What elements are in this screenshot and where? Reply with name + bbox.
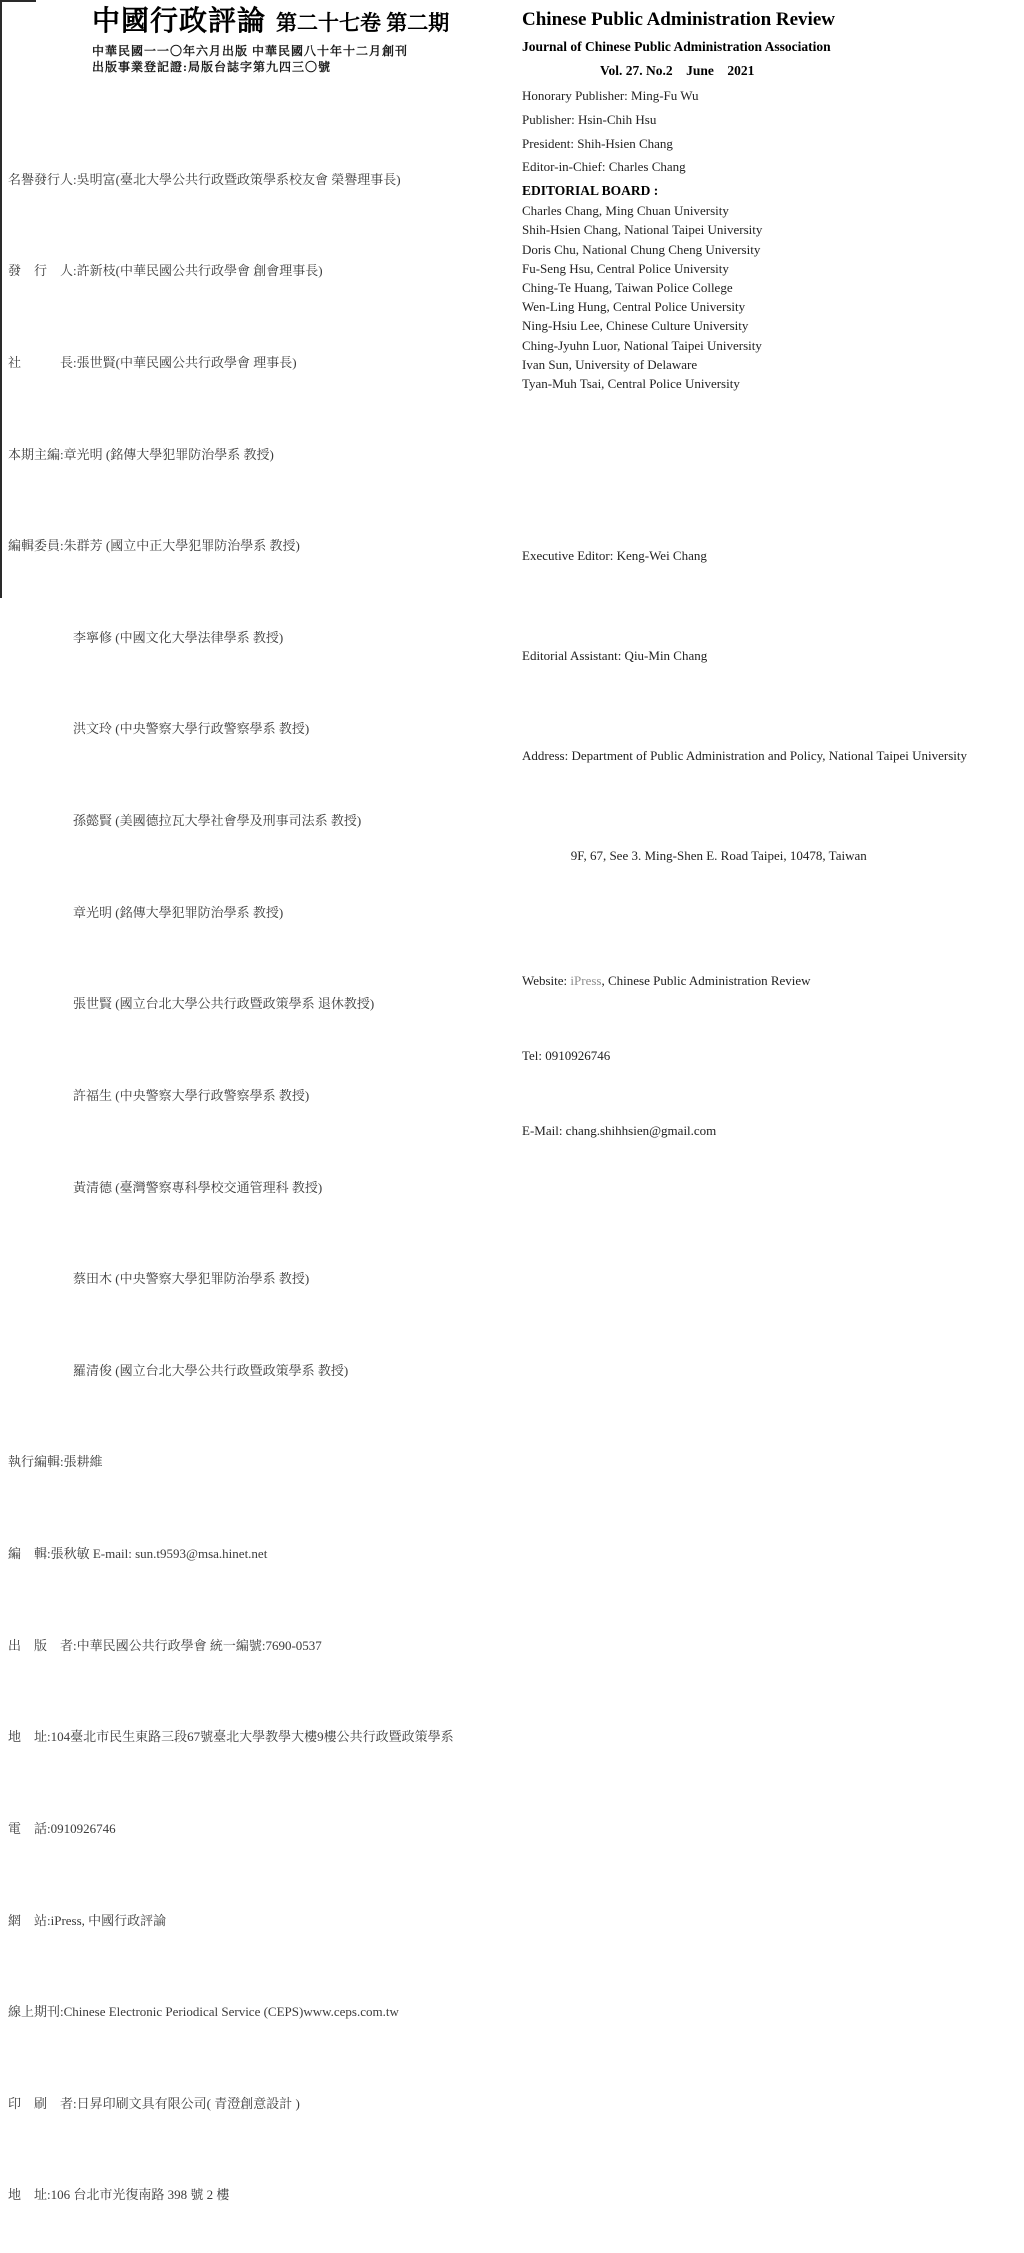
chinese-column xyxy=(8,4,510,2253)
board-member-line: Doris Chu, National Chung Cheng University xyxy=(522,241,761,257)
board-member-line: Wen-Ling Hung, Central Police University xyxy=(522,299,746,315)
website-ipress: iPress xyxy=(570,973,602,989)
website-label: Website: xyxy=(522,973,571,989)
journal-title-main: 中國行政評論 xyxy=(92,6,267,37)
masthead-line: 出 版 者:中華民國公共行政學會 統一編號:7690-0537 xyxy=(8,1637,322,1653)
journal-title-chinese xyxy=(92,4,510,44)
masthead-lines-chinese xyxy=(8,77,510,2253)
board-member-line: Tyan-Muh Tsai, Central Police University xyxy=(522,376,740,392)
staff-line: Publisher: Hsin-Chih Hsu xyxy=(522,111,657,127)
editorial-board-list xyxy=(522,201,1022,393)
masthead-line: 李寧修 (中國文化大學法律學系 教授) xyxy=(8,629,284,645)
masthead-line: 編 輯:張秋敏 E-mail: sun.t9593@msa.hinet.net xyxy=(8,1546,268,1561)
masthead-line: 羅清俊 (國立台北大學公共行政暨政策學系 教授) xyxy=(8,1362,349,1378)
journal-volume-issue-chinese: 第二十七卷 第二期 xyxy=(276,11,450,35)
masthead-line: 蔡田木 (中央警察大學犯罪防治學系 教授) xyxy=(8,1271,310,1287)
website-line xyxy=(522,968,1022,993)
publication-date-line: 中華民國一一〇年六月出版 中華民國八十年十二月創刊 xyxy=(92,44,409,58)
masthead-line: 本期主編:章光明 (銘傳大學犯罪防治學系 教授) xyxy=(8,446,274,462)
staff-list xyxy=(522,84,1022,179)
masthead-line: 名譽發行人:吳明富(臺北大學公共行政暨政策學系校友會 榮譽理事長) xyxy=(8,171,401,187)
board-member-line: Ning-Hsiu Lee, Chinese Culture University xyxy=(522,318,749,334)
footer-lines xyxy=(522,443,1022,918)
staff-line: President: Shih-Hsien Chang xyxy=(522,135,673,151)
board-member-line: Ching-Te Huang, Taiwan Police College xyxy=(522,280,733,295)
tel-line: Tel: 0910926746 xyxy=(522,1048,611,1064)
masthead-line: 網 站:iPress, 中國行政評論 xyxy=(8,1912,167,1928)
english-column xyxy=(522,8,1022,1193)
masthead-line: 章光明 (銘傳大學犯罪防治學系 教授) xyxy=(8,904,284,920)
journal-subtitle-english: Journal of Chinese Public Administration Association xyxy=(522,39,831,54)
masthead-line: 電 話:0910926746 xyxy=(8,1820,116,1836)
footer-line: Executive Editor: Keng-Wei Chang xyxy=(522,548,707,564)
masthead-line: 地 址:106 台北市光復南路 398 號 2 樓 xyxy=(8,2187,230,2203)
footer-line: Editorial Assistant: Qiu-Min Chang xyxy=(522,648,708,664)
page-left-border xyxy=(0,0,2,598)
masthead-line: 社 長:張世賢(中華民國公共行政學會 理事長) xyxy=(8,354,297,370)
footer-line: 9F, 67, See 3. Ming-Shen E. Road Taipei, 10478, Taiwan xyxy=(522,848,867,864)
board-member-line: Charles Chang, Ming Chuan University xyxy=(522,203,729,219)
board-member-line: Shih-Hsien Chang, National Taipei University xyxy=(522,222,763,238)
footer-line: Address: Department of Public Administration and Policy, National Taipei University xyxy=(522,748,967,764)
masthead-line: 編輯委員:朱群芳 (國立中正大學犯罪防治學系 教授) xyxy=(8,538,300,554)
staff-line: Honorary Publisher: Ming-Fu Wu xyxy=(522,88,699,103)
masthead-line: 執行編輯:張耕維 xyxy=(8,1454,103,1470)
masthead-line: 線上期刊:Chinese Electronic Periodical Service (CEPS)www.ceps.com.tw xyxy=(8,2004,399,2020)
masthead-line: 印 刷 者:日昇印刷文具有限公司( 青澄創意設計 ) xyxy=(8,2095,300,2111)
email-line: E-Mail: chang.shihhsien@gmail.com xyxy=(522,1123,717,1139)
page-top-corner-mark xyxy=(0,0,36,2)
masthead-line: 孫懿賢 (美國德拉瓦大學社會學及刑事司法系 教授) xyxy=(8,813,362,828)
masthead-line: 地 址:104臺北市民生東路三段67號臺北大學教學大樓9樓公共行政暨政策學系 xyxy=(8,1729,454,1745)
masthead-line: 黃清德 (臺灣警察專科學校交通管理科 教授) xyxy=(8,1179,323,1195)
board-member-line: Ivan Sun, University of Delaware xyxy=(522,356,698,372)
masthead-line: 洪文玲 (中央警察大學行政警察學系 教授) xyxy=(8,721,310,737)
staff-line: Editor-in-Chief: Charles Chang xyxy=(522,159,686,175)
masthead-line: 發 行 人:許新枝(中華民國公共行政學會 創會理事長) xyxy=(8,263,323,279)
editorial-board-heading: EDITORIAL BOARD : xyxy=(522,183,659,199)
registration-line: 出版事業登記證:局版台誌字第九四三〇號 xyxy=(92,59,331,74)
masthead-line: 張世賢 (國立台北大學公共行政暨政策學系 退休教授) xyxy=(8,996,375,1012)
journal-title-english: Chinese Public Administration Review xyxy=(522,9,835,30)
website-rest: , Chinese Public Administration Review xyxy=(601,973,811,989)
footer-block xyxy=(522,393,1022,1193)
volume-issue-line: Vol. 27. No.2 June 2021 xyxy=(600,63,755,78)
board-member-line: Ching-Jyuhn Luor, National Taipei University xyxy=(522,337,762,353)
board-member-line: Fu-Seng Hsu, Central Police University xyxy=(522,260,729,276)
masthead-line: 許福生 (中央警察大學行政警察學系 教授) xyxy=(8,1087,310,1103)
